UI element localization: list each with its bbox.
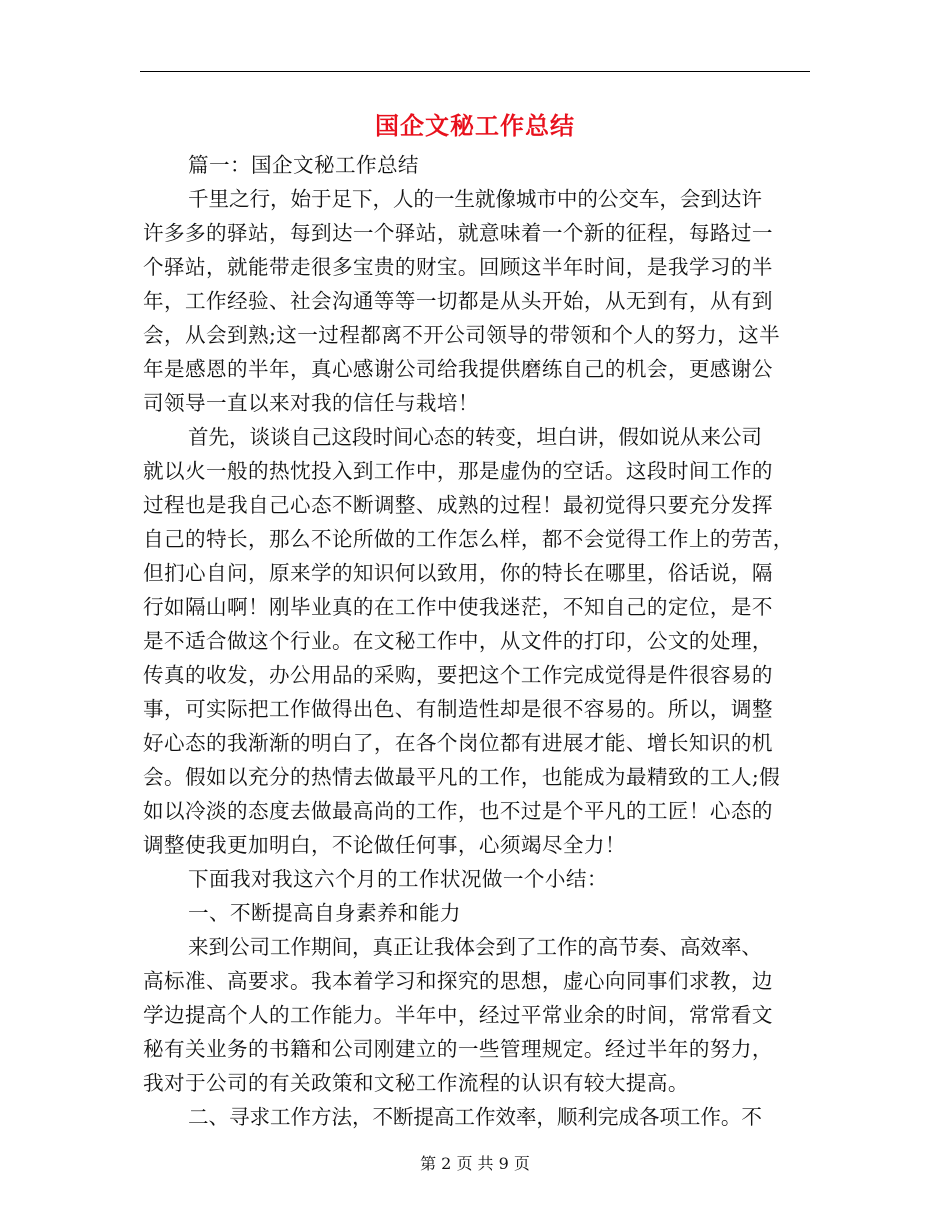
body-line: 过程也是我自己心态不断调整、成熟的过程！最初觉得只要充分发挥 bbox=[143, 493, 773, 517]
body-line: 自己的特长，那么不论所做的工作怎么样，都不会觉得工作上的劳苦， bbox=[143, 527, 794, 551]
header-rule bbox=[140, 71, 810, 72]
body-line: 二、寻求工作方法，不断提高工作效率，顺利完成各项工作。不 bbox=[188, 1105, 762, 1129]
body-line: 好心态的我渐渐的明白了，在各个岗位都有进展才能、增长知识的机 bbox=[143, 731, 773, 755]
body-line: 调整使我更加明白，不论做任何事，心须竭尽全力！ bbox=[143, 833, 626, 857]
body-line: 首先，谈谈自己这段时间心态的转变，坦白讲，假如说从来公司 bbox=[188, 425, 762, 449]
page-number: 第 2 页 共 9 页 bbox=[420, 1154, 530, 1173]
body-line: 会。假如以充分的热情去做最平凡的工作，也能成为最精致的工人;假 bbox=[143, 765, 781, 789]
document-body bbox=[143, 148, 807, 1134]
body-line: 下面我对我这六个月的工作状况做一个小结： bbox=[188, 867, 608, 891]
body-line: 年是感恩的半年，真心感谢公司给我提供磨练自己的机会，更感谢公 bbox=[143, 357, 773, 381]
body-line: 学边提高个人的工作能力。半年中，经过平常业余的时间，常常看文 bbox=[143, 1003, 773, 1027]
body-line: 会，从会到熟;这一过程都离不开公司领导的带领和个人的努力，这半 bbox=[143, 323, 781, 347]
body-line: 是不适合做这个行业。在文秘工作中，从文件的打印，公文的处理， bbox=[143, 629, 773, 653]
document-title: 国企文秘工作总结 bbox=[375, 111, 575, 140]
body-line: 篇一：国企文秘工作总结 bbox=[188, 153, 419, 177]
body-line: 司领导一直以来对我的信任与栽培！ bbox=[143, 391, 479, 415]
body-line: 就以火一般的热忱投入到工作中，那是虚伪的空话。这段时间工作的 bbox=[143, 459, 773, 483]
body-line: 我对于公司的有关政策和文秘工作流程的认识有较大提高。 bbox=[143, 1071, 689, 1095]
body-line: 传真的收发，办公用品的采购，要把这个工作完成觉得是件很容易的 bbox=[143, 663, 773, 687]
body-line: 千里之行，始于足下，人的一生就像城市中的公交车，会到达许 bbox=[188, 187, 762, 211]
body-line: 如以冷淡的态度去做最高尚的工作，也不过是个平凡的工匠！心态的 bbox=[143, 799, 773, 823]
body-line: 年，工作经验、社会沟通等等一切都是从头开始，从无到有，从有到 bbox=[143, 289, 773, 313]
body-line: 许多多的驿站，每到达一个驿站，就意味着一个新的征程，每路过一 bbox=[143, 221, 773, 245]
body-line: 个驿站，就能带走很多宝贵的财宝。回顾这半年时间，是我学习的半 bbox=[143, 255, 773, 279]
body-line: 高标准、高要求。我本着学习和探究的思想，虚心向同事们求教，边 bbox=[143, 969, 773, 993]
body-line: 来到公司工作期间，真正让我体会到了工作的高节奏、高效率、 bbox=[188, 935, 762, 959]
body-line: 事，可实际把工作做得出色、有制造性却是很不容易的。所以，调整 bbox=[143, 697, 773, 721]
body-line: 但扪心自问，原来学的知识何以致用，你的特长在哪里，俗话说，隔 bbox=[143, 561, 773, 585]
body-line: 行如隔山啊！刚毕业真的在工作中使我迷茫，不知自己的定位，是不 bbox=[143, 595, 773, 619]
body-line: 一、不断提高自身素养和能力 bbox=[188, 901, 461, 925]
body-line: 秘有关业务的书籍和公司刚建立的一些管理规定。经过半年的努力， bbox=[143, 1037, 773, 1061]
